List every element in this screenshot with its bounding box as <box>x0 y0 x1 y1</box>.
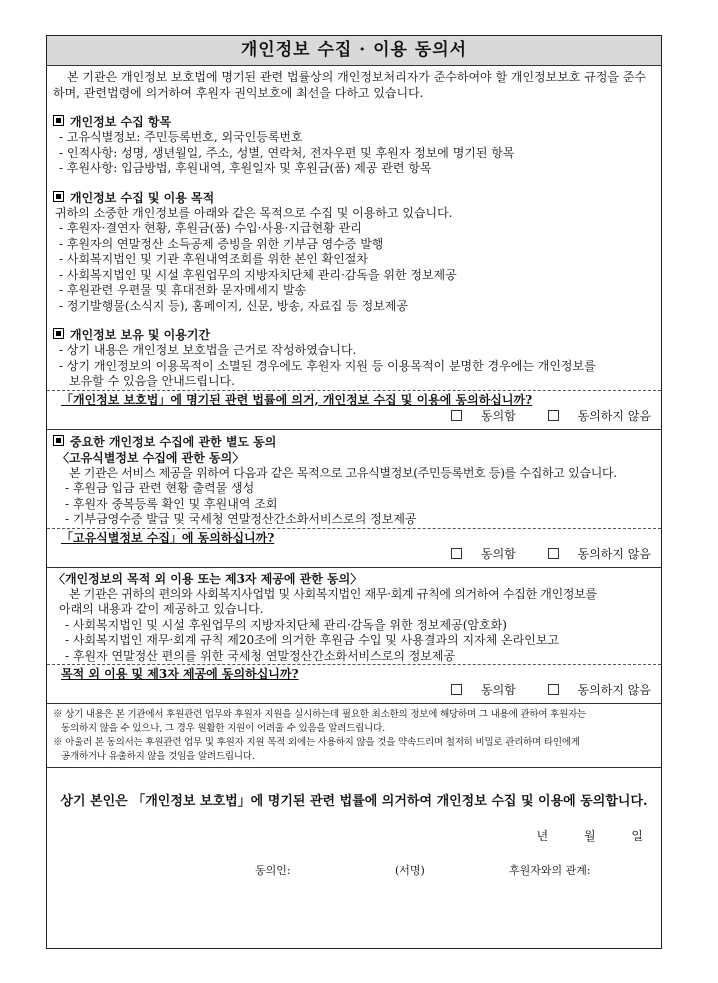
unique-id-lead: 본 기관은 서비스 제공을 위하여 다음과 같은 목적으로 고유식별정보(주민등록번호 등)를 수집하고 있습니다. <box>69 465 617 480</box>
question-text: 「개인정보 보호법」에 명기된 관련 법률에 의거, 개인정보 수집 및 이용에 동의하십니까? <box>61 392 533 407</box>
month-field[interactable]: 월 <box>583 829 596 843</box>
list-item: - 고유식별정보: 주민등록번호, 외국인등록번호 <box>59 130 303 144</box>
checkbox[interactable] <box>548 548 559 559</box>
third-party-lead-2: 아래의 내용과 같이 제공하고 있습니다. <box>59 602 264 616</box>
checkbox[interactable] <box>451 548 462 559</box>
form-title: 개인정보 수집 · 이용 동의서 <box>47 36 661 66</box>
final-statement: 상기 본인은 「개인정보 보호법」에 명기된 관련 법률에 의거하여 개인정보 수집 및 이용에 동의합니다. <box>60 794 648 809</box>
list-item: - 후원자 연말정산 편의를 위한 국세청 연말정산간소화서비스로의 정보제공 <box>65 648 456 663</box>
relation-field[interactable]: 후원자와의 관계: <box>509 864 591 877</box>
list-item: - 사회복지법인 및 시설 후원업무의 지방자치단체 관리·감독을 위한 정보제공 <box>59 267 457 282</box>
subheading-third-party: 〈개인정보의 목적 외 이용 또는 제3자 제공에 관한 동의〉 <box>53 571 363 586</box>
list-item: - 상기 개인정보의 이용목적이 소멸된 경우에도 후원자 지원 등 이용목적이 분명한 경우에는 개인정보를 <box>59 358 596 373</box>
section-heading-purpose: 개인정보 수집 및 이용 목적 <box>53 190 655 206</box>
disagree-option[interactable]: 동의하지 않음 <box>534 409 651 423</box>
list-item: - 사회복지법인 및 기관 후원내역조회를 위한 본인 확인절차 <box>59 252 368 266</box>
list-item: - 기부금영수증 발급 및 국세청 연말정산간소화서비스로의 정보제공 <box>65 512 417 526</box>
filled-square-icon <box>53 435 64 446</box>
consenter-field[interactable]: 동의인: <box>255 864 291 877</box>
question-text: 「고유식별정보 수집」에 동의하십니까? <box>61 530 275 545</box>
unique-id-section <box>47 430 661 568</box>
list-item: - 후원자의 연말정산 소득공제 증빙을 위한 기부금 영수증 발행 <box>59 236 384 251</box>
subheading-unique-id: 〈고유식별정보 수집에 관한 동의〉 <box>57 450 245 465</box>
purpose-lead: 귀하의 소중한 개인정보를 아래와 같은 목적으로 수집 및 이용하고 있습니다. <box>55 205 453 220</box>
list-item: - 후원관련 우편물 및 휴대전화 문자메세지 발송 <box>59 283 307 297</box>
filled-square-icon <box>53 115 64 126</box>
day-field[interactable]: 일 <box>631 829 643 843</box>
filled-square-icon <box>53 328 64 339</box>
date-line <box>53 827 655 844</box>
agree-option[interactable]: 동의함 <box>437 409 516 423</box>
list-item: 보유할 수 있음을 안내드립니다. <box>69 374 235 388</box>
intro-section <box>47 66 661 430</box>
consent-options <box>53 682 655 699</box>
consent-question-3 <box>47 664 661 699</box>
list-item: - 사회복지법인 및 시설 후원업무의 지방자치단체 관리·감독을 위한 정보제공(암호화) <box>65 617 507 632</box>
third-party-lead-1: 본 기관은 귀하의 편의와 사회복지사업법 및 사회복지법인 재무·회계 규칙에 의거하여 수집한 개인정보를 <box>69 586 597 601</box>
note-1: ※ 상기 내용은 본 기관에서 후원관련 업무와 후원자 지원을 실시하는데 필요한 최소한의 정보에 해당하며 그 내용에 관하여 후원자는 동의하지 않을 수 있으나, 그 경우 원활한 지원이 어려울 수 있음을 알려드립니다. <box>53 709 587 734</box>
list-item: - 후원사항: 입금방법, 후원내역, 후원일자 및 후원금(품) 제공 관련 항목 <box>59 161 432 175</box>
question-text: 목적 외 이용 및 제3자 제공에 동의하십니까? <box>61 667 299 681</box>
checkbox[interactable] <box>451 410 462 421</box>
agree-option[interactable]: 동의함 <box>437 683 516 697</box>
checkbox[interactable] <box>548 684 559 695</box>
intro-text: 본 기관은 개인정보 보호법에 명기된 관련 법률상의 개인정보처리자가 준수하여야 할 개인정보보호 규정을 준수하며, 관련법령에 의거하여 후원자 권익보호에 최선을 다하고 있습니다. <box>53 70 647 100</box>
list-item: - 후원자·결연자 현황, 후원금(품) 수입·사용·지급현황 관리 <box>59 221 362 235</box>
signature-line <box>53 862 655 878</box>
section-heading-separate-consent: 중요한 개인정보 수집에 관한 별도 동의 <box>53 434 655 450</box>
agree-option[interactable]: 동의함 <box>437 547 516 561</box>
list-item: - 후원금 입금 관련 현황 출력물 생성 <box>65 481 255 495</box>
disagree-option[interactable]: 동의하지 않음 <box>534 683 651 697</box>
year-field[interactable]: 년 <box>536 829 549 843</box>
list-item: - 인적사항: 성명, 생년월일, 주소, 성별, 연락처, 전자우편 및 후원자 정보에 명기된 항목 <box>59 145 515 160</box>
note-2: ※ 아울러 본 동의서는 후원관련 업무 및 후원자 지원 목적 외에는 사용하지 않을 것을 약속드리며 철저히 비밀로 관리하며 타인에게 공개하거나 유출하지 않을 것임을 알려드립니다. <box>53 737 580 762</box>
consent-options <box>53 546 655 563</box>
section-heading-retention: 개인정보 보유 및 이용기간 <box>53 327 655 343</box>
signature-section <box>47 790 661 878</box>
list-item: - 상기 내용은 개인정보 보호법을 근거로 작성하였습니다. <box>59 343 357 357</box>
consent-form <box>46 35 662 949</box>
disagree-option[interactable]: 동의하지 않음 <box>534 547 651 561</box>
notes-section <box>47 704 661 768</box>
filled-square-icon <box>53 191 64 202</box>
signature-field[interactable]: (서명) <box>395 864 425 877</box>
consent-question-2 <box>47 528 661 563</box>
third-party-section <box>47 568 661 705</box>
consent-options <box>53 408 655 425</box>
section-heading-collection-items: 개인정보 수집 항목 <box>53 114 655 130</box>
list-item: - 후원자 중복등록 확인 및 후원내역 조회 <box>65 496 278 511</box>
consent-question-1 <box>47 390 661 425</box>
checkbox[interactable] <box>548 410 559 421</box>
list-item: - 사회복지법인 재무·회계 규칙 제20조에 의거한 후원금 수입 및 사용결과의 지자체 온라인보고 <box>65 633 560 647</box>
checkbox[interactable] <box>451 684 462 695</box>
list-item: - 정기발행물(소식지 등), 홈페이지, 신문, 방송, 자료집 등 정보제공 <box>59 298 408 313</box>
